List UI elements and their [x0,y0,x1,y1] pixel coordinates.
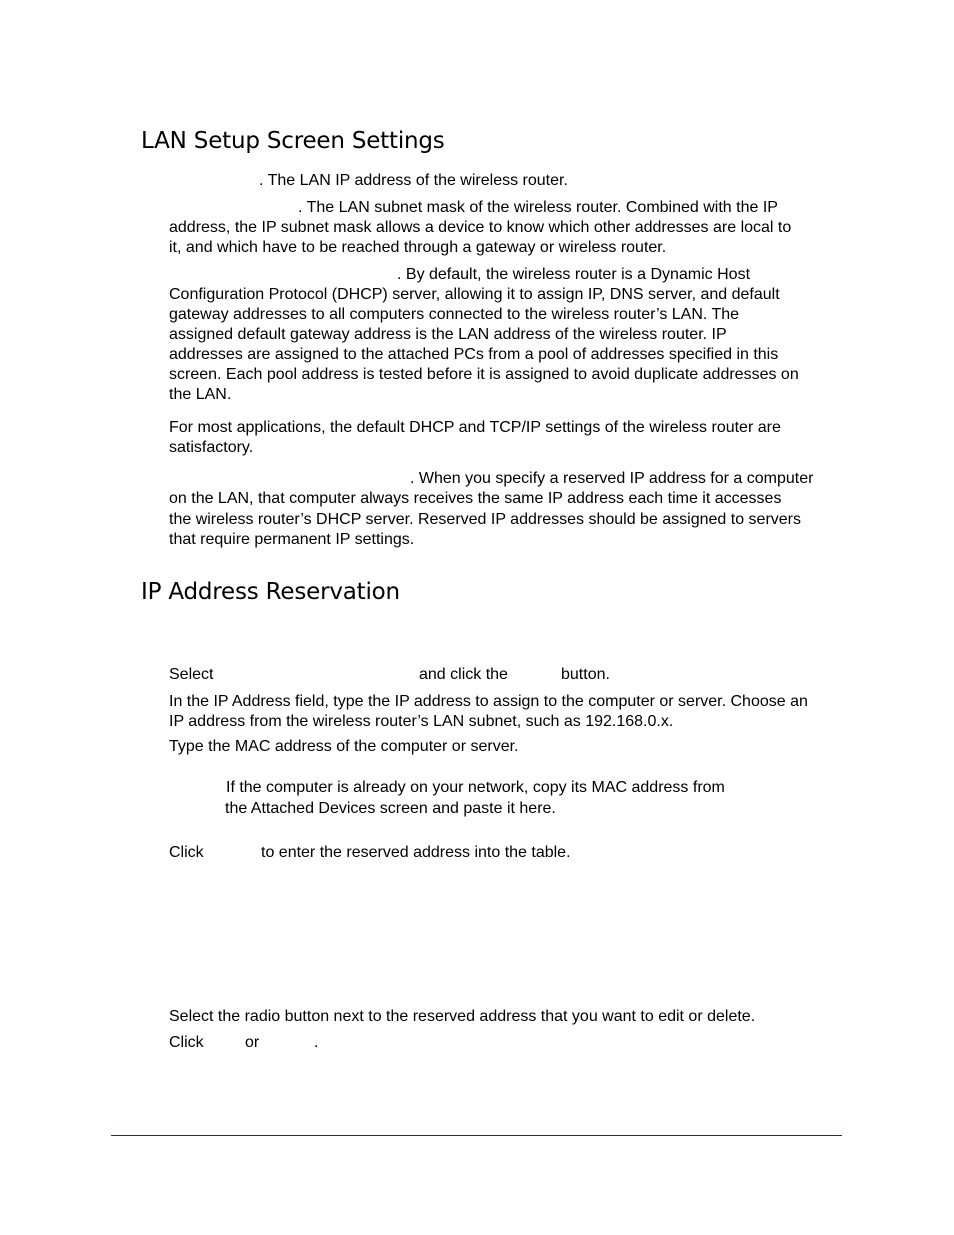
subnet-mask-line: it, and which have to be reached through a gateway or wireless router. [169,239,667,256]
dhcp-line: the LAN. [169,386,232,403]
tip-line: the Attached Devices screen and paste it here. [225,800,556,817]
click-word: Click [169,844,204,861]
note-line: For most applications, the default DHCP and TCP/IP settings of the wireless router are [169,419,781,436]
ip-step-line: IP address from the wireless router’s LAN subnet, such as 192.168.0.x. [169,713,674,730]
ip-reservation-heading: IP Address Reservation [141,579,400,605]
click-rest: to enter the reserved address into the table. [261,844,571,861]
reserved-line: on the LAN, that computer always receives the same IP address each time it accesses [169,490,782,507]
edit-or-word: or [245,1034,260,1051]
reserved-line: . When you specify a reserved IP address for a computer [410,470,814,487]
footer-rule [111,1135,842,1136]
dhcp-line: addresses are assigned to the attached PCs from a pool of addresses specified in this [169,346,779,363]
step-select-word: Select [169,666,214,683]
step-and-click: and click the [419,666,508,683]
subnet-mask-line: . The LAN subnet mask of the wireless router. Combined with the IP [298,199,778,216]
dhcp-line: Configuration Protocol (DHCP) server, allowing it to assign IP, DNS server, and default [169,286,780,303]
add-step-mac-address: Type the MAC address of the computer or server. [169,738,519,755]
lan-setup-heading: LAN Setup Screen Settings [141,128,445,154]
step-button-word: button. [561,666,610,683]
note-line: satisfactory. [169,439,254,456]
ip-address-description: . The LAN IP address of the wireless router. [259,172,568,189]
dhcp-line: . By default, the wireless router is a Dynamic Host [397,266,751,283]
dhcp-line: assigned default gateway address is the LAN address of the wireless router. IP [169,326,727,343]
tip-line: If the computer is already on your network, copy its MAC address from [226,779,725,796]
subnet-mask-line: address, the IP subnet mask allows a device to know which other addresses are local to [169,219,792,236]
dhcp-line: gateway addresses to all computers connected to the wireless router’s LAN. The [169,306,740,323]
ip-step-line: In the IP Address field, type the IP address to assign to the computer or server. Choose an [169,693,808,710]
edit-click-word: Click [169,1034,204,1051]
reserved-line: the wireless router’s DHCP server. Reserved IP addresses should be assigned to servers [169,511,802,528]
reserved-line: that require permanent IP settings. [169,531,415,548]
dhcp-line: screen. Each pool address is tested before it is assigned to avoid duplicate addresses on [169,366,799,383]
edit-step-select: Select the radio button next to the reserved address that you want to edit or delete. [169,1008,756,1025]
edit-period: . [314,1034,319,1051]
